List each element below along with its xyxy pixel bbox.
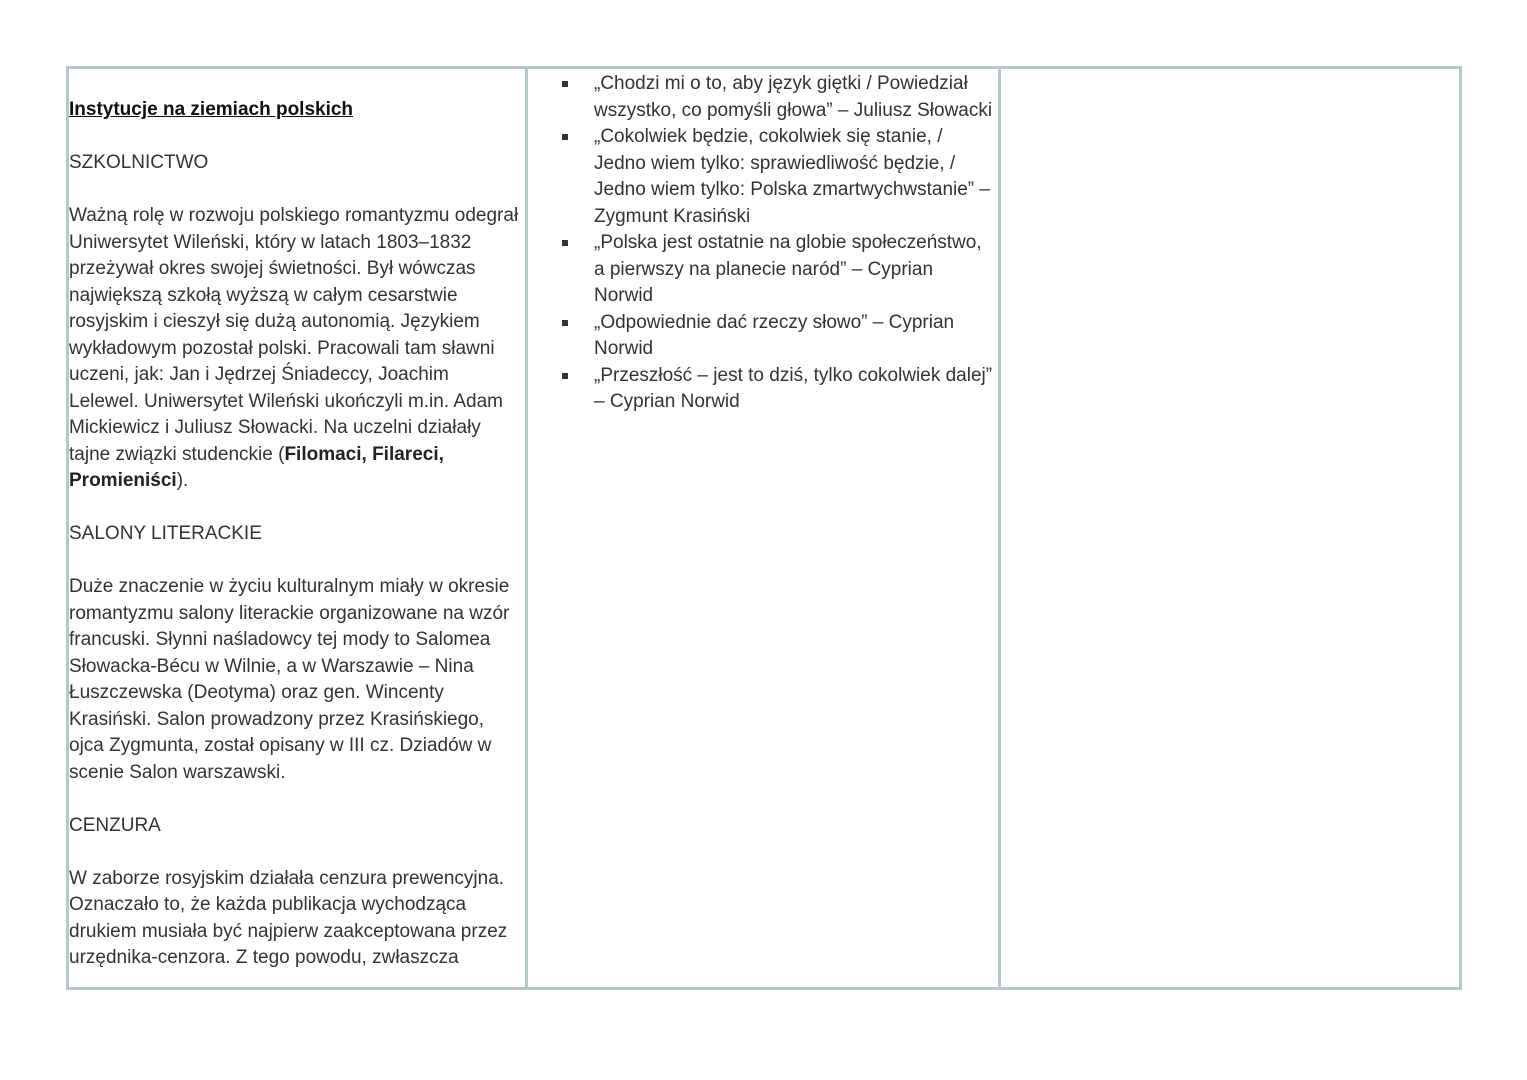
quote-text: „Cokolwiek będzie, cokolwiek się stanie, / Jedno wiem tylko: sprawiedliwość będzie, / Jedno wiem tylko: Polska zmartwychwstanie” – Zygmunt Krasiński [594, 126, 990, 227]
subsection-title-salons: SALONY LITERACKIE [69, 523, 262, 544]
quote-text: „Odpowiednie dać rzeczy słowo” – Cyprian Norwid [594, 311, 955, 359]
quote-text: „Chodzi mi o to, aby język giętki / Powiedział wszystko, co pomyśli głowa” – Juliusz Słowacki [594, 73, 993, 121]
square-bullet-icon [562, 81, 568, 87]
paragraph-schools [69, 203, 523, 495]
list-item [554, 310, 996, 363]
list-item [554, 124, 996, 230]
left-column [69, 69, 528, 987]
list-item [554, 363, 996, 416]
paragraph-salons: Duże znaczenie w życiu kulturalnym miały w okresie romantyzmu salony literackie organizowane na wzór francuski. Słynni naśladowcy tej mody to Salomea Słowacka-Bécu w Wilnie, a w Warszawie – Nina Łuszczewska (Deotyma) oraz gen. Wincenty Krasiński. Salon prowadzony przez Krasińskiego, ojca Zygmunta, został opisany w III cz. Dziadów w scenie Salon warszawski. [69, 576, 510, 783]
subsection-title-censorship: CENZURA [69, 814, 161, 836]
paragraph-text: Ważną rolę w rozwoju polskiego romantyzmu odegrał Uniwersytet Wileński, który w latach 1803–1832 przeżywał okres swojej świetności. Był wówczas największą szkołą wyższą w całym cesarstwie rosyjskim i cieszył się dużą autonomią. Językiem wykładowym pozostał polski. Pracowali tam sławni uczeni, jak: Jan i Jędrzej Śniadeccy, Joachim Lelewel. Uniwersytet Wileński ukończyli m.in. Adam Mickiewicz i Juliusz Słowacki. Na uczelni działały tajne związki studenckie ( [69, 205, 519, 465]
notes-table [66, 66, 1462, 990]
quote-text: „Polska jest ostatnie na globie społeczeństwo, a pierwszy na planecie naród” – Cyprian Norwid [594, 232, 982, 306]
quote-text: „Przeszłość – jest to dziś, tylko cokolwiek dalej” – Cyprian Norwid [594, 364, 993, 412]
quotes-list [528, 71, 996, 416]
list-item [554, 230, 996, 310]
square-bullet-icon [562, 240, 568, 246]
list-item [554, 71, 996, 124]
paragraph-censorship: W zaborze rosyjskim działała cenzura prewencyjna. Oznaczało to, że każda publikacja wychodząca drukiem musiała być najpierw zaakceptowana przez urzędnika-cenzora. Z tego powodu, zwłaszcza [69, 867, 508, 968]
square-bullet-icon [562, 134, 568, 140]
right-column-empty [1001, 69, 1459, 987]
bold-student-unions: Filomaci, Filareci, Promieniści [69, 443, 444, 491]
paragraph-text-end: ). [176, 470, 189, 491]
subsection-title-schools: SZKOLNICTWO [69, 152, 209, 173]
section-heading: Instytucje na ziemiach polskich [69, 99, 354, 120]
middle-column [528, 69, 1001, 987]
square-bullet-icon [562, 320, 568, 326]
square-bullet-icon [562, 373, 568, 379]
